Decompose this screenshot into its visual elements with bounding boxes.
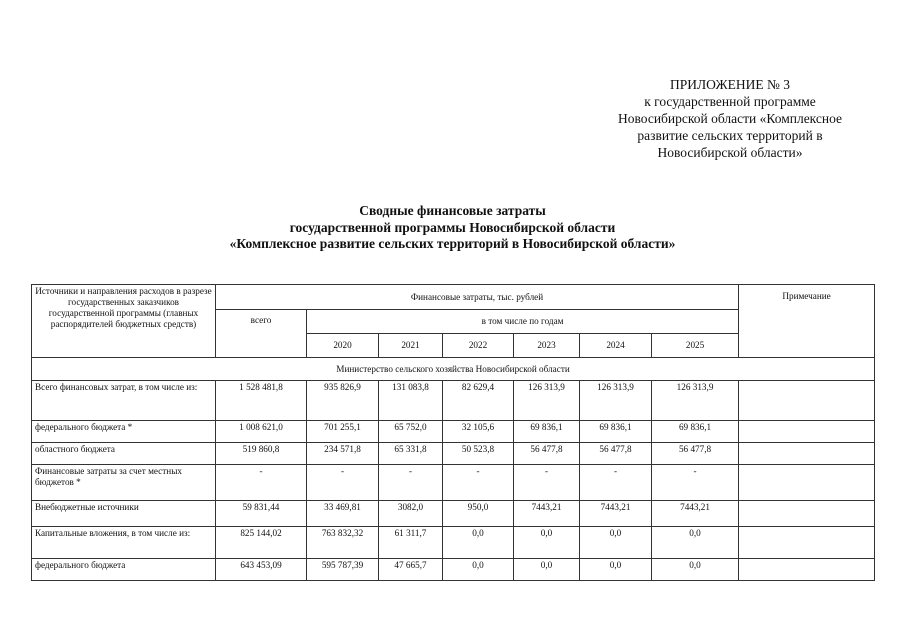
document-title bbox=[0, 203, 905, 253]
row-year-value: 595 787,39 bbox=[307, 559, 379, 581]
appendix-line: развитие сельских территорий в bbox=[637, 128, 823, 143]
header-year: 2023 bbox=[514, 334, 580, 358]
row-label: Всего финансовых затрат, в том числе из: bbox=[32, 381, 216, 421]
title-line: «Комплексное развитие сельских территорий в Новосибирской области» bbox=[229, 236, 676, 251]
header-total: всего bbox=[216, 310, 307, 358]
appendix-line: Новосибирской области «Комплексное bbox=[617, 111, 843, 126]
row-total: 643 453,09 bbox=[216, 559, 307, 581]
row-year-value: 7443,21 bbox=[580, 501, 652, 527]
header-by-years: в том числе по годам bbox=[307, 310, 739, 334]
row-label: Капитальные вложения, в том числе из: bbox=[32, 527, 216, 559]
row-year-value: 65 331,8 bbox=[379, 443, 443, 465]
row-year-value: 126 313,9 bbox=[580, 381, 652, 421]
row-year-value: 126 313,9 bbox=[514, 381, 580, 421]
row-year-value: 56 477,8 bbox=[580, 443, 652, 465]
row-total: 1 528 481,8 bbox=[216, 381, 307, 421]
header-year: 2025 bbox=[652, 334, 739, 358]
row-year-value: 56 477,8 bbox=[652, 443, 739, 465]
row-year-value: 131 083,8 bbox=[379, 381, 443, 421]
financial-costs-table bbox=[31, 284, 875, 581]
row-year-value: 234 571,8 bbox=[307, 443, 379, 465]
row-total: 519 860,8 bbox=[216, 443, 307, 465]
row-year-value: - bbox=[443, 465, 514, 501]
header-note: Примечание bbox=[739, 285, 875, 358]
row-year-value: 47 665,7 bbox=[379, 559, 443, 581]
row-year-value: 0,0 bbox=[580, 559, 652, 581]
row-year-value: 32 105,6 bbox=[443, 421, 514, 443]
row-year-value: 0,0 bbox=[443, 527, 514, 559]
header-source-column: Источники и направления расходов в разрезе государственных заказчиков государственной программы (главных распорядителей бюджетных средств) bbox=[32, 285, 216, 358]
header-costs: Финансовые затраты, тыс. рублей bbox=[216, 285, 739, 310]
header-year: 2022 bbox=[443, 334, 514, 358]
row-label: Внебюджетные источники bbox=[32, 501, 216, 527]
row-year-value: 0,0 bbox=[443, 559, 514, 581]
row-year-value: 3082,0 bbox=[379, 501, 443, 527]
table-row bbox=[32, 501, 875, 527]
table-row bbox=[32, 421, 875, 443]
table-row bbox=[32, 559, 875, 581]
row-year-value: 0,0 bbox=[514, 527, 580, 559]
table-row bbox=[32, 465, 875, 501]
header-year: 2024 bbox=[580, 334, 652, 358]
row-total: 825 144,02 bbox=[216, 527, 307, 559]
row-note bbox=[739, 559, 875, 581]
row-label: федерального бюджета bbox=[32, 559, 216, 581]
table-row bbox=[32, 381, 875, 421]
row-year-value: - bbox=[379, 465, 443, 501]
row-note bbox=[739, 527, 875, 559]
row-label: Финансовые затраты за счет местных бюджетов * bbox=[32, 465, 216, 501]
header-year: 2020 bbox=[307, 334, 379, 358]
row-year-value: 0,0 bbox=[652, 559, 739, 581]
row-year-value: 82 629,4 bbox=[443, 381, 514, 421]
table-row bbox=[32, 527, 875, 559]
row-note bbox=[739, 381, 875, 421]
row-note bbox=[739, 465, 875, 501]
appendix-line: к государственной программе bbox=[644, 94, 816, 109]
row-total: 59 831,44 bbox=[216, 501, 307, 527]
row-year-value: 50 523,8 bbox=[443, 443, 514, 465]
row-year-value: 950,0 bbox=[443, 501, 514, 527]
row-label: федерального бюджета * bbox=[32, 421, 216, 443]
row-year-value: 0,0 bbox=[514, 559, 580, 581]
row-year-value: 33 469,81 bbox=[307, 501, 379, 527]
row-note bbox=[739, 421, 875, 443]
row-total: - bbox=[216, 465, 307, 501]
row-total: 1 008 621,0 bbox=[216, 421, 307, 443]
table-row bbox=[32, 443, 875, 465]
row-year-value: 126 313,9 bbox=[652, 381, 739, 421]
row-year-value: 935 826,9 bbox=[307, 381, 379, 421]
row-year-value: 763 832,32 bbox=[307, 527, 379, 559]
row-note bbox=[739, 501, 875, 527]
appendix-line: ПРИЛОЖЕНИЕ № 3 bbox=[669, 77, 791, 92]
row-year-value: 0,0 bbox=[652, 527, 739, 559]
row-year-value: - bbox=[514, 465, 580, 501]
appendix-header bbox=[560, 76, 900, 161]
row-year-value: - bbox=[307, 465, 379, 501]
row-year-value: 56 477,8 bbox=[514, 443, 580, 465]
row-year-value: 61 311,7 bbox=[379, 527, 443, 559]
table-body bbox=[32, 358, 875, 581]
title-line: Сводные финансовые затраты bbox=[359, 203, 546, 218]
row-year-value: 7443,21 bbox=[652, 501, 739, 527]
row-year-value: 69 836,1 bbox=[652, 421, 739, 443]
row-year-value: 701 255,1 bbox=[307, 421, 379, 443]
appendix-line: Новосибирской области» bbox=[657, 145, 803, 160]
header-year: 2021 bbox=[379, 334, 443, 358]
row-year-value: 7443,21 bbox=[514, 501, 580, 527]
row-year-value: 69 836,1 bbox=[514, 421, 580, 443]
row-year-value: - bbox=[580, 465, 652, 501]
row-label: областного бюджета bbox=[32, 443, 216, 465]
row-year-value: 65 752,0 bbox=[379, 421, 443, 443]
title-line: государственной программы Новосибирской области bbox=[289, 219, 616, 235]
row-year-value: 69 836,1 bbox=[580, 421, 652, 443]
row-note bbox=[739, 443, 875, 465]
section-ministry: Министерство сельского хозяйства Новосибирской области bbox=[32, 358, 875, 381]
row-year-value: - bbox=[652, 465, 739, 501]
row-year-value: 0,0 bbox=[580, 527, 652, 559]
